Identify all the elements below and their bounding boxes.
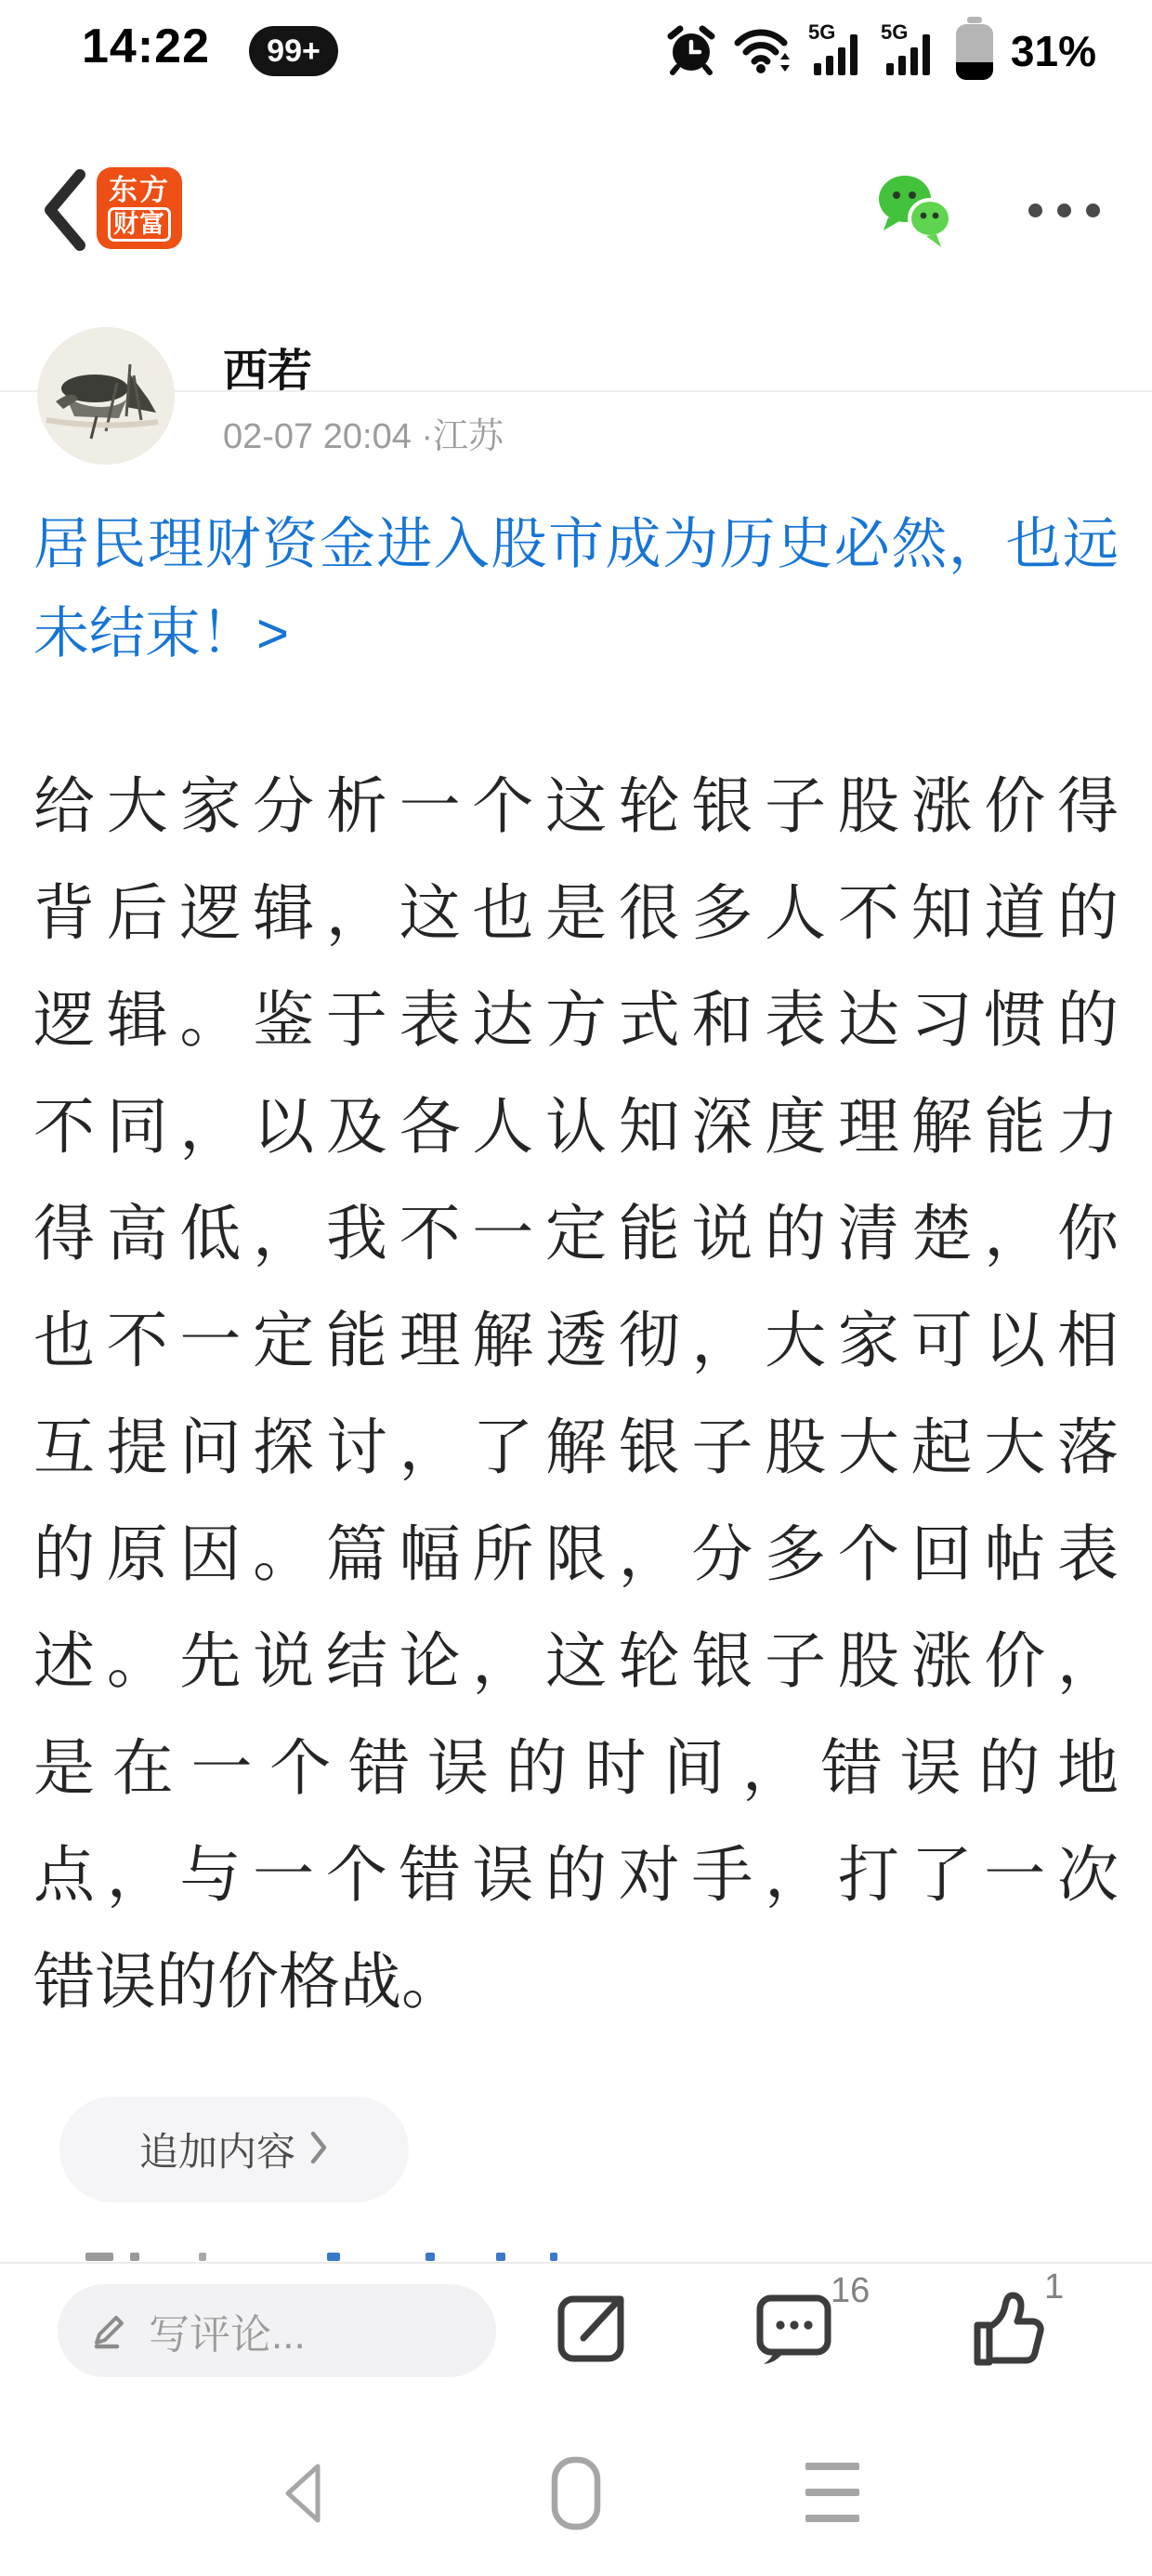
append-content-button[interactable] [59,2096,409,2202]
triangle-left-icon [277,2516,323,2531]
comment-placeholder: 写评论... [149,2312,306,2358]
author-name[interactable]: 西若 [223,347,313,396]
signal-5g-icon [808,22,866,81]
wechat-share-button[interactable] [873,169,957,253]
rounded-rect-icon [548,2519,604,2535]
battery-percent-label: 31% [1010,27,1096,75]
status-bar [0,0,1152,102]
clipped-fragment [130,2253,139,2261]
wifi-icon [732,24,793,79]
body-line: 述。先说结论，这轮银子股涨价， [33,1626,1119,1695]
nav-home-button[interactable] [548,2455,604,2536]
chevron-left-icon [37,241,93,256]
dot [1086,204,1100,217]
clipped-fragment [327,2253,340,2261]
body-line: 背后逻辑，这也是很多人不知道的 [33,878,1119,947]
share-button[interactable] [548,2286,634,2376]
wechat-icon [873,241,957,256]
logo-text-top: 东方 [109,173,170,206]
append-content-label: 追加内容 [138,2130,295,2174]
network-type-label: 5G [880,21,909,44]
comments-button[interactable] [754,2292,834,2372]
more-options-button[interactable] [1013,191,1115,229]
clipped-fragment [85,2253,113,2261]
comment-bar [0,2264,1152,2411]
like-count: 1 [1044,2267,1065,2307]
body-line: 是在一个错误的时间，错误的地 [33,1733,1119,1802]
clipped-fragment [425,2253,435,2261]
back-button[interactable] [37,167,93,253]
clock: 14:22 [82,20,210,73]
body-line: 给大家分析一个这轮银子股涨价得 [33,771,1119,840]
body-line: 得高低，我不一定能说的清楚，你 [33,1199,1119,1268]
clipped-fragment [550,2253,557,2261]
clipped-text-row [0,2251,1152,2262]
body-line: 的原因。篇幅所限，分多个回帖表 [33,1519,1119,1588]
dot [1028,204,1042,217]
body-line: 逻辑。鉴于表达方式和表达习惯的 [33,985,1119,1054]
chevron-right-icon [308,2130,329,2170]
nav-recents-button[interactable] [805,2461,860,2529]
battery-icon [953,17,996,86]
signal-5g-icon-2 [881,22,938,81]
thumbs-up-icon [966,2358,1048,2373]
dot [1057,204,1071,217]
post-meta: 02-07 20:04 ·江苏 [223,417,504,456]
post-body [33,753,1119,2035]
navbar [0,102,1152,290]
title-line: 居民理财资金进入股市成为历史必然，也远 [33,513,1119,575]
clipped-fragment [496,2253,505,2261]
network-type-label: 5G [807,21,836,44]
logo-text-bottom: 财富 [108,207,171,242]
pencil-icon [89,2307,132,2355]
like-button[interactable] [966,2288,1048,2374]
eastmoney-logo[interactable] [97,167,182,249]
title-line: 未结束！> [33,602,290,664]
clipped-fragment [199,2253,206,2261]
status-icons [665,17,1096,85]
body-line: 互提问探讨，了解银子股大起大落 [33,1413,1119,1481]
body-line: 错误的价格战。 [33,1947,463,2016]
comment-bubble-icon [754,2356,834,2372]
nav-back-button[interactable] [277,2459,323,2532]
share-icon [548,2359,634,2375]
comment-count: 16 [831,2271,871,2310]
alarm-icon [665,22,717,81]
body-line: 不同，以及各人认知深度理解能力 [33,1092,1119,1161]
avatar[interactable] [37,327,175,465]
android-navigation-bar [0,2411,1152,2576]
three-lines-icon [805,2512,860,2528]
body-line: 点，与一个错误的对手，打了一次 [33,1840,1119,1909]
body-line: 也不一定能理解透彻，大家可以相 [33,1306,1119,1374]
write-comment-input[interactable] [58,2284,496,2377]
post-title-link[interactable] [33,500,1119,678]
notification-count-badge: 99+ [249,26,338,76]
